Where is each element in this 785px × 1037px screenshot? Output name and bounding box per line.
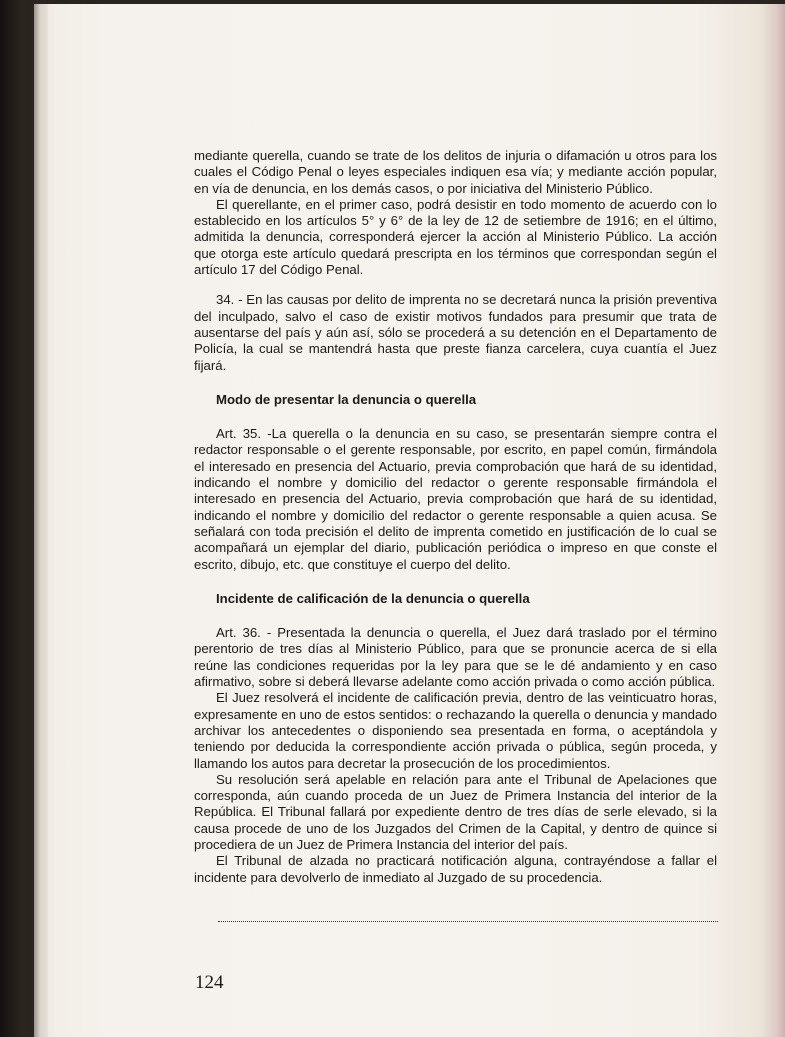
paragraph: El Juez resolverá el incidente de calificación previa, dentro de las veinticuatro horas, expresamente en uno de estos sentidos: o rechazando la querella o denuncia y mandado archivar los antecedentes o disponiendo sea presentada en forma, o aceptándola y teniendo por deducida la correspondiente acción privada o pública, según proceda, y llamando los autos para decretar la prosecución de los procedimientos.	[194, 690, 717, 771]
paragraph: Su resolución será apelable en relación para ante el Tribunal de Apelaciones que corresponda, aún cuando proceda de un Juez de Primera Instancia del interior de la República. El Tribunal fallará por expediente dentro de tres días de serle elevado, si la causa procede de uno de los Juzgados del Crimen de la Capital, y dentro de quince si procediera de un Juez de Primera Instancia del interior del país.	[194, 771, 717, 852]
paragraph: Art. 35. -La querella o la denuncia en su caso, se presentarán siempre contra el redactor responsable o el gerente responsable, por escrito, en papel común, firmándola el interesado en presencia del Actuario, previa comprobación que hará de su identidad, indicando el nombre y domicilio del redactor o gerente responsable firmándola el interesado en presencia del Actuario, previa comprobación que hará de su identidad, indicando el nombre y domicilio del redactor o gerente responsable a quien acusa. Se señalará con toda precisión el delito de imprenta cometido en justificación de lo cual se acompañará un ejemplar del diario, publicación periódica o impreso en que conste el escrito, dibujo, etc. que constituye el cuerpo del delito.	[194, 426, 717, 572]
dotted-separator	[218, 921, 718, 922]
paragraph: mediante querella, cuando se trate de los delitos de injuria o difamación u otros para los cuales el Código Penal o leyes especiales indiquen esa vía; y mediante acción popular, en vía de denuncia, en los demás casos, o por iniciativa del Ministerio Público.	[194, 148, 717, 196]
body-text	[194, 148, 717, 886]
page-edge	[763, 4, 785, 1037]
page-number: 124	[195, 972, 224, 993]
binding-shadow	[0, 0, 40, 1037]
paragraph: Art. 36. - Presentada la denuncia o querella, el Juez dará traslado por el término perentorio de tres días al Ministerio Público, para que se pronuncie acerca de si ella reúne las condiciones requeridas por la ley para que se le dé andamiento y en caso afirmativo, sobre si deberá llevarse adelante como acción privada o como acción pública.	[194, 625, 717, 690]
paragraph: El Tribunal de alzada no practicará notificación alguna, contrayéndose a fallar el incidente para devolverlo de inmediato al Juzgado de su procedencia.	[194, 853, 717, 885]
paragraph: El querellante, en el primer caso, podrá desistir en todo momento de acuerdo con lo establecido en los artículos 5° y 6° de la ley de 12 de setiembre de 1916; en el último, admitida la denuncia, corresponderá ejercer la acción al Ministerio Público. La acción que otorga este artículo quedará prescripta en los términos que correspondan según el artículo 17 del Código Penal.	[194, 196, 717, 278]
section-heading: Incidente de calificación de la denuncia o querella	[216, 590, 530, 606]
section-heading: Modo de presentar la denuncia o querella	[216, 391, 477, 407]
paragraph: 34. - En las causas por delito de imprenta no se decretará nunca la prisión preventiva del inculpado, salvo el caso de existir motivos fundados para presumir que trata de ausentarse del país y aún así, sólo se procederá a su detención en el Departamento de Policía, la cual se mantendrá hasta que preste fianza carcelera, cuya cuantía el Juez fijará.	[194, 292, 717, 373]
